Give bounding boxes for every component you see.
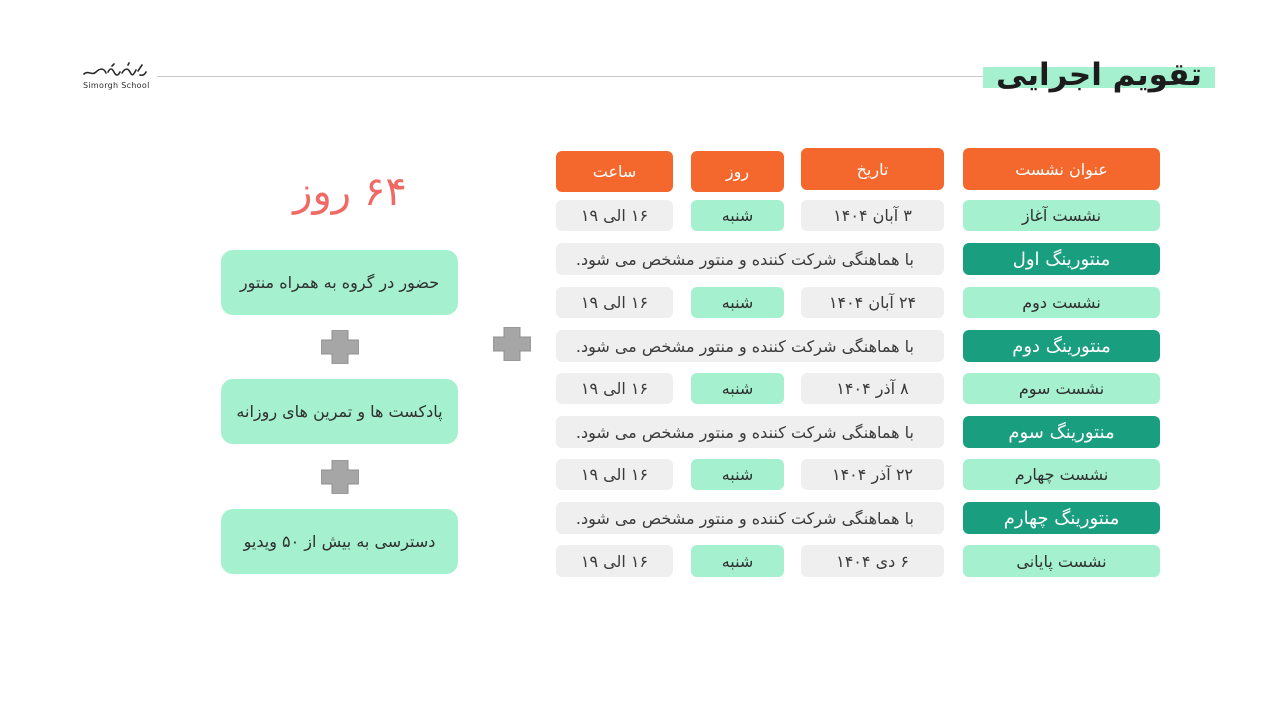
- plus-icon: [493, 327, 531, 361]
- mentoring-title: منتورینگ سوم: [963, 416, 1160, 448]
- session-title: نشست آغاز: [963, 200, 1160, 231]
- session-day: شنبه: [691, 287, 784, 318]
- session-day: شنبه: [691, 200, 784, 231]
- header-date: تاریخ: [801, 148, 944, 190]
- logo-script-icon: [82, 60, 148, 82]
- header-day: روز: [691, 151, 784, 192]
- header-divider: [157, 76, 985, 77]
- feature-card: حضور در گروه به همراه منتور: [221, 250, 458, 315]
- feature-card: دسترسی به بیش از ۵۰ ویدیو: [221, 509, 458, 574]
- mentoring-note: با هماهنگی شرکت کننده و منتور مشخص می شود.: [556, 416, 944, 448]
- mentoring-title: منتورینگ اول: [963, 243, 1160, 275]
- page-title: تقویم اجرایی: [995, 57, 1202, 93]
- mentoring-title: منتورینگ دوم: [963, 330, 1160, 362]
- session-date: ۲۴ آبان ۱۴۰۴: [801, 287, 944, 318]
- header-session-title: عنوان نشست: [963, 148, 1160, 190]
- program-duration: ۶۴ روز: [293, 169, 407, 215]
- session-time: ۱۶ الی ۱۹: [556, 545, 673, 577]
- session-date: ۳ آبان ۱۴۰۴: [801, 200, 944, 231]
- session-title: نشست دوم: [963, 287, 1160, 318]
- session-date: ۲۲ آذر ۱۴۰۴: [801, 459, 944, 490]
- session-day: شنبه: [691, 545, 784, 577]
- session-date: ۸ آذر ۱۴۰۴: [801, 373, 944, 404]
- mentoring-note: با هماهنگی شرکت کننده و منتور مشخص می شود.: [556, 502, 944, 534]
- session-time: ۱۶ الی ۱۹: [556, 373, 673, 404]
- session-time: ۱۶ الی ۱۹: [556, 200, 673, 231]
- plus-icon: [321, 460, 359, 494]
- session-day: شنبه: [691, 373, 784, 404]
- mentoring-note: با هماهنگی شرکت کننده و منتور مشخص می شود.: [556, 330, 944, 362]
- school-logo: [82, 60, 148, 94]
- mentoring-title: منتورینگ چهارم: [963, 502, 1160, 534]
- session-time: ۱۶ الی ۱۹: [556, 459, 673, 490]
- logo-text: Simorgh School: [83, 81, 150, 90]
- session-time: ۱۶ الی ۱۹: [556, 287, 673, 318]
- session-title: نشست چهارم: [963, 459, 1160, 490]
- mentoring-note: با هماهنگی شرکت کننده و منتور مشخص می شود.: [556, 243, 944, 275]
- feature-card: پادکست ها و تمرین های روزانه: [221, 379, 458, 444]
- plus-icon: [321, 330, 359, 364]
- session-title: نشست سوم: [963, 373, 1160, 404]
- header-time: ساعت: [556, 151, 673, 192]
- session-title: نشست پایانی: [963, 545, 1160, 577]
- session-day: شنبه: [691, 459, 784, 490]
- session-date: ۶ دی ۱۴۰۴: [801, 545, 944, 577]
